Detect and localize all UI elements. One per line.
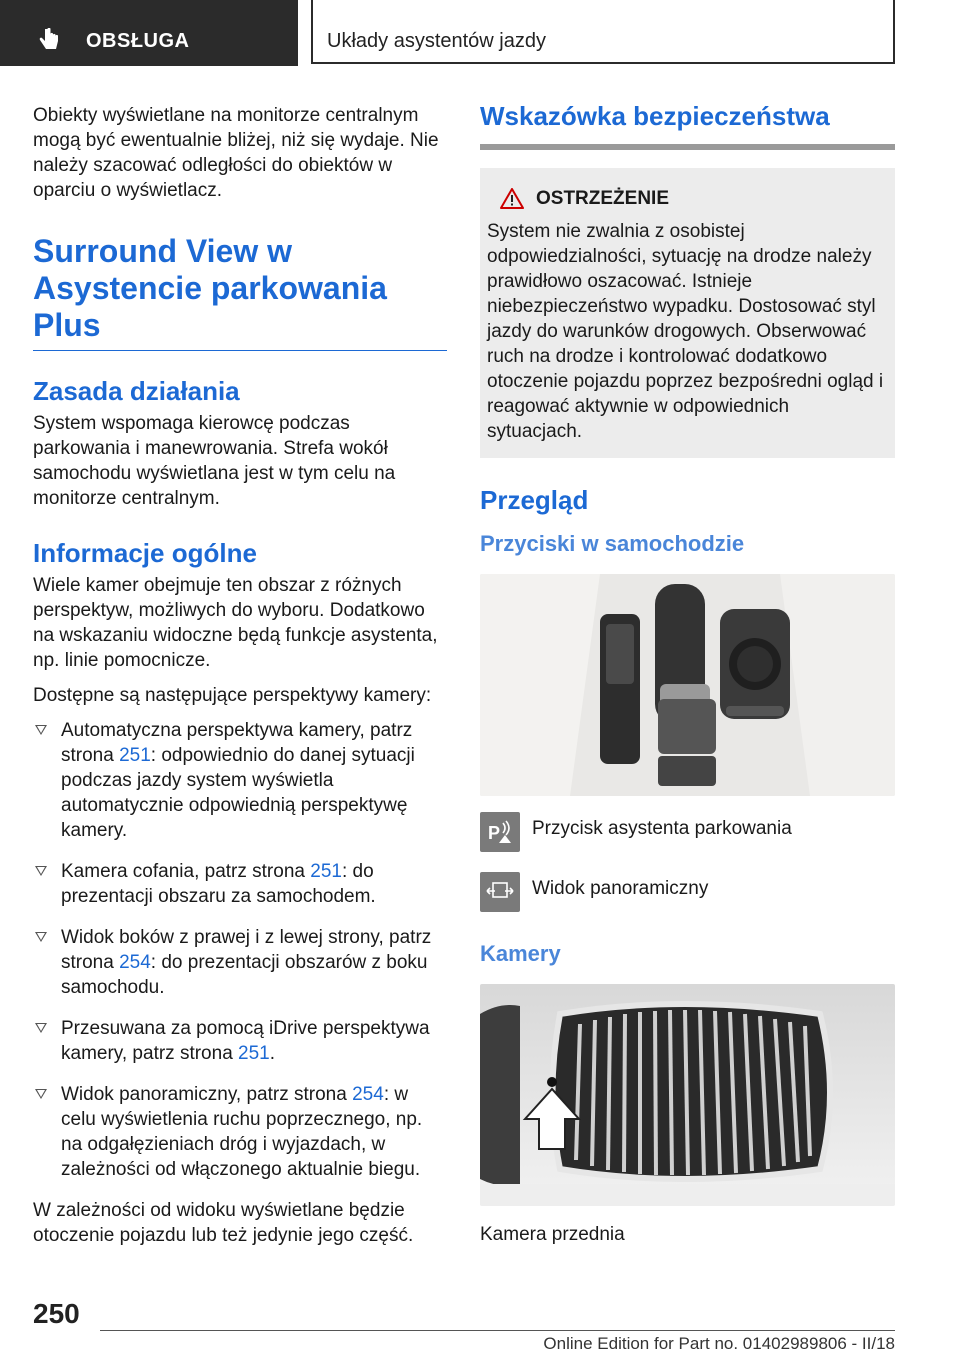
- list-item: Kamera cofania, patrz strona 251: do prezentacji obszaru za samochodem.: [33, 859, 447, 909]
- triangle-bullet-icon: [35, 725, 47, 735]
- camera-caption: Kamera przednia: [480, 1224, 625, 1245]
- warning-triangle-icon: [500, 188, 524, 209]
- page-number: 250: [33, 1298, 80, 1329]
- list-item: Widok boków z prawej i z lewej strony, patrz strona 254: do prezentacji obszarów z boku samochodu.: [33, 925, 447, 1000]
- park-assist-label: Przycisk asystenta parkowania: [532, 818, 792, 839]
- warning-text: System nie zwalnia z osobistej odpowiedzialności, sytuację na drodze należy prawidłowo oszacować. Istnieje niebezpieczeństwo wypadku. Dostosować styl jazdy do warunków drogowych. Obserwować ruch na drodze i kontrolować dodatkowo otoczenie pojazdu poprzez bezpośredni ogląd i reagować aktywnie w odpowiednich sytuacjach.: [487, 221, 884, 442]
- triangle-bullet-icon: [35, 1023, 47, 1033]
- front-camera-image: [480, 984, 895, 1206]
- panorama-view-icon: [485, 879, 515, 905]
- triangle-bullet-icon: [35, 1089, 47, 1099]
- right-column: [480, 100, 895, 1257]
- main-title: Surround View w Asystencie parkowania Plus: [33, 233, 387, 343]
- chapter-tab[interactable]: [311, 0, 895, 64]
- triangle-bullet-icon: [35, 932, 47, 942]
- page-link[interactable]: 254: [119, 952, 151, 973]
- intro-paragraph: Obiekty wyświetlane na monitorze centralnym mogą być ewentualnie bliżej, niż się wydaje. Nie należy szacować odległości do obiektów w oparciu o wyświetlacz.: [33, 105, 439, 201]
- info-paragraph: Wiele kamer obejmuje ten obszar z różnych perspektyw, możliwych do wyboru. Dodatkowo na wskazaniu widoczne będą funkcje asystenta, np. linie pomocnicze.: [33, 575, 438, 671]
- list-item: Przesuwana za pomocą iDrive perspektywa kamery, patrz strona 251.: [33, 1016, 447, 1066]
- perspectives-intro: Dostępne są następujące perspektywy kamery:: [33, 685, 432, 706]
- cameras-heading: Kamery: [480, 941, 561, 966]
- page-header: [0, 0, 960, 66]
- info-heading: Informacje ogólne: [33, 538, 257, 568]
- page-link[interactable]: 254: [352, 1084, 384, 1105]
- parking-icon: [485, 817, 515, 847]
- page-link[interactable]: 251: [238, 1043, 270, 1064]
- left-column: [33, 103, 447, 1258]
- panorama-button-icon[interactable]: [480, 872, 520, 912]
- park-assist-button-row: [480, 812, 895, 852]
- center-console-image: [480, 574, 895, 796]
- safety-heading: Wskazówka bezpieczeństwa: [480, 101, 830, 131]
- buttons-heading: Przyciski w samochodzie: [480, 531, 745, 556]
- park-assist-button-icon[interactable]: [480, 812, 520, 852]
- list-item: Widok panoramiczny, patrz strona 254: w celu wyświetlenia ruchu poprzecznego, np. na odgałęzieniach dróg i wyjazdach, w zależności od włączonego aktualnie biegu.: [33, 1082, 447, 1182]
- zasada-heading: Zasada działania: [33, 376, 240, 406]
- warning-box: [480, 168, 895, 458]
- svg-text:P: P: [488, 823, 501, 843]
- panorama-button-row: [480, 872, 895, 912]
- page-link[interactable]: 251: [310, 861, 342, 882]
- perspectives-list: [33, 718, 447, 1182]
- footer-rule: [100, 1330, 895, 1331]
- list-item: Automatyczna perspektywa kamery, patrz strona 251: odpowiednio do danej sytuacji podczas jazdy system wyświetla automatycznie odpowiednią perspektywę kamery.: [33, 718, 447, 843]
- title-rule: [33, 350, 447, 351]
- warning-title: OSTRZEŻENIE: [536, 188, 670, 209]
- page-link[interactable]: 251: [119, 745, 151, 766]
- hand-pointer-icon: [38, 28, 60, 52]
- outro-paragraph: W zależności od widoku wyświetlane będzie otoczenie pojazdu lub też jedynie jego część.: [33, 1200, 414, 1246]
- panorama-label: Widok panoramiczny: [532, 878, 709, 899]
- safety-rule: [480, 144, 895, 150]
- chapter-title: Układy asystentów jazdy: [327, 30, 546, 52]
- triangle-bullet-icon: [35, 866, 47, 876]
- section-tab[interactable]: [0, 0, 298, 66]
- zasada-paragraph: System wspomaga kierowcę podczas parkowania i manewrowania. Strefa wokół samochodu wyświetlana jest w tym celu na monitorze centralnym.: [33, 413, 396, 509]
- overview-heading: Przegląd: [480, 485, 589, 515]
- section-label: OBSŁUGA: [86, 30, 190, 52]
- footer-edition: Online Edition for Part no. 01402989806 - II/18: [543, 1334, 895, 1353]
